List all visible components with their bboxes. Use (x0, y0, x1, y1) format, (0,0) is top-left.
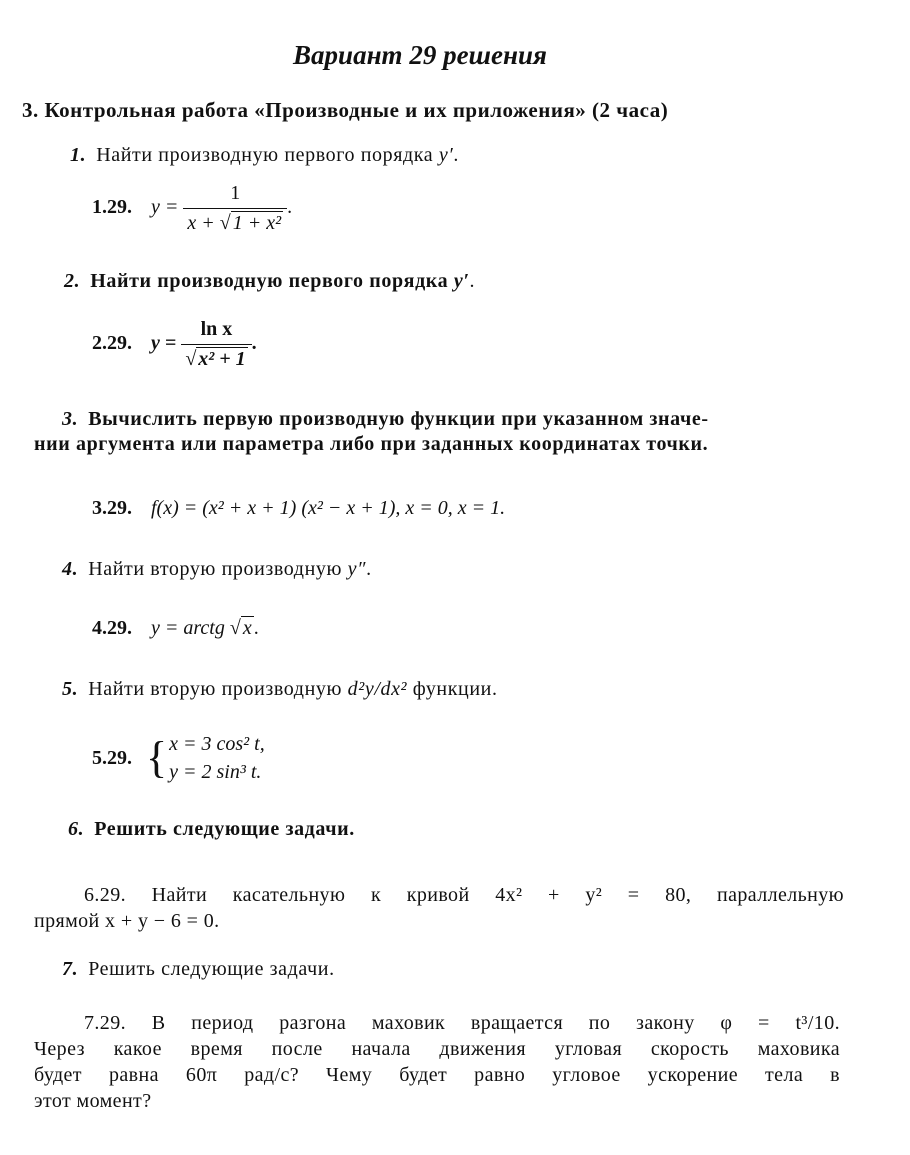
formula: f(x) = (x² + x + 1) (x² − x + 1), x = 0, x = 1. (151, 497, 506, 519)
task-4: 4. Найти вторую производную y″. (62, 558, 372, 580)
problem-3-29 (92, 497, 505, 520)
formula-lhs: y = (151, 332, 177, 355)
section-header: 3. Контрольная работа «Производные и их приложения» (2 часа) (22, 98, 669, 122)
task-text: Найти вторую производную (88, 678, 343, 700)
problem-number: 4.29. (92, 617, 132, 639)
problem-line-2: прямой x + y − 6 = 0. (34, 910, 220, 932)
problem-number: 3.29. (92, 497, 132, 519)
square-root: √ 1 + x² (219, 212, 282, 234)
problem-line-2: Через какое время после начала движения угловая скорость маховика (34, 1038, 840, 1060)
task-text: Найти вторую производную (88, 558, 343, 580)
fraction (183, 182, 287, 235)
problem-line-1: 7.29. В период разгона маховик вращается по закону φ = t³/10. (84, 1012, 840, 1034)
task-variable: d²y/dx² (347, 678, 408, 700)
task-number: 7. (62, 958, 79, 980)
equation-system: x = 3 cos² t, y = 2 sin³ t. (169, 733, 265, 783)
task-number: 1. (70, 144, 87, 166)
task-variable: y′ (438, 144, 454, 166)
problem-6-29 (34, 882, 844, 934)
task-number: 4. (62, 558, 79, 580)
fraction-numerator: 1 (230, 182, 241, 204)
task-text-line-2: нии аргумента или параметра либо при заданных координатах точки. (34, 433, 709, 455)
task-text: Решить следующие задачи. (88, 958, 335, 980)
square-root: √ x² + 1 (185, 348, 246, 370)
square-root: √ x (229, 617, 252, 639)
task-3 (34, 408, 709, 456)
fraction-numerator: ln x (200, 318, 233, 340)
problem-number: 1.29. (92, 196, 132, 219)
page-title: Вариант 29 решения (293, 40, 547, 70)
task-number: 5. (62, 678, 79, 700)
task-variable: y″ (347, 558, 367, 580)
problem-4-29: 4.29. y = arctg √ x . (92, 617, 259, 639)
task-text: Найти производную первого порядка (90, 270, 449, 292)
fraction-denominator (181, 344, 251, 371)
problem-line-4: этот момент? (34, 1090, 152, 1112)
task-6 (68, 818, 355, 841)
task-5: 5. Найти вторую производную d²y/dx² функции. (62, 678, 498, 700)
task-number: 6. (68, 818, 85, 840)
formula-lhs: y = (151, 196, 179, 219)
problem-1-29: 1.29. y = $\frac{1}{\text{x + √ 1 + x²}}$ . (92, 182, 293, 234)
formula-lhs: y = arctg (151, 617, 225, 639)
problem-line-1: 6.29. Найти касательную к кривой 4x² + y² = 80, параллельную (84, 884, 844, 906)
task-variable: y′ (453, 270, 470, 292)
task-1: 1. Найти производную первого порядка y′. (70, 144, 459, 166)
fraction-denominator: x + √ 1 + x² (183, 208, 287, 235)
task-text: Найти производную первого порядка (96, 144, 434, 166)
brace-symbol: { (146, 733, 168, 782)
fraction (181, 318, 251, 371)
problem-7-29 (34, 1010, 840, 1114)
task-number: 2. (64, 270, 81, 292)
task-text: Решить следующие задачи. (94, 818, 355, 840)
problem-5-29 (92, 730, 265, 786)
task-7 (62, 958, 335, 981)
task-number: 3. (62, 408, 79, 430)
problem-2-29: 2.29. y = $\frac{\text{ln x}}{\text{√ x² + 1}}$ . (92, 318, 257, 370)
task-text-line-1: Вычислить первую производную функции при указанном значе- (88, 408, 709, 430)
problem-number: 5.29. (92, 746, 132, 769)
problem-number: 2.29. (92, 332, 132, 355)
task-2: 2. Найти производную первого порядка y′. (64, 270, 476, 292)
problem-line-3: будет равна 60π рад/с? Чему будет равно угловое ускорение тела в (34, 1064, 840, 1086)
